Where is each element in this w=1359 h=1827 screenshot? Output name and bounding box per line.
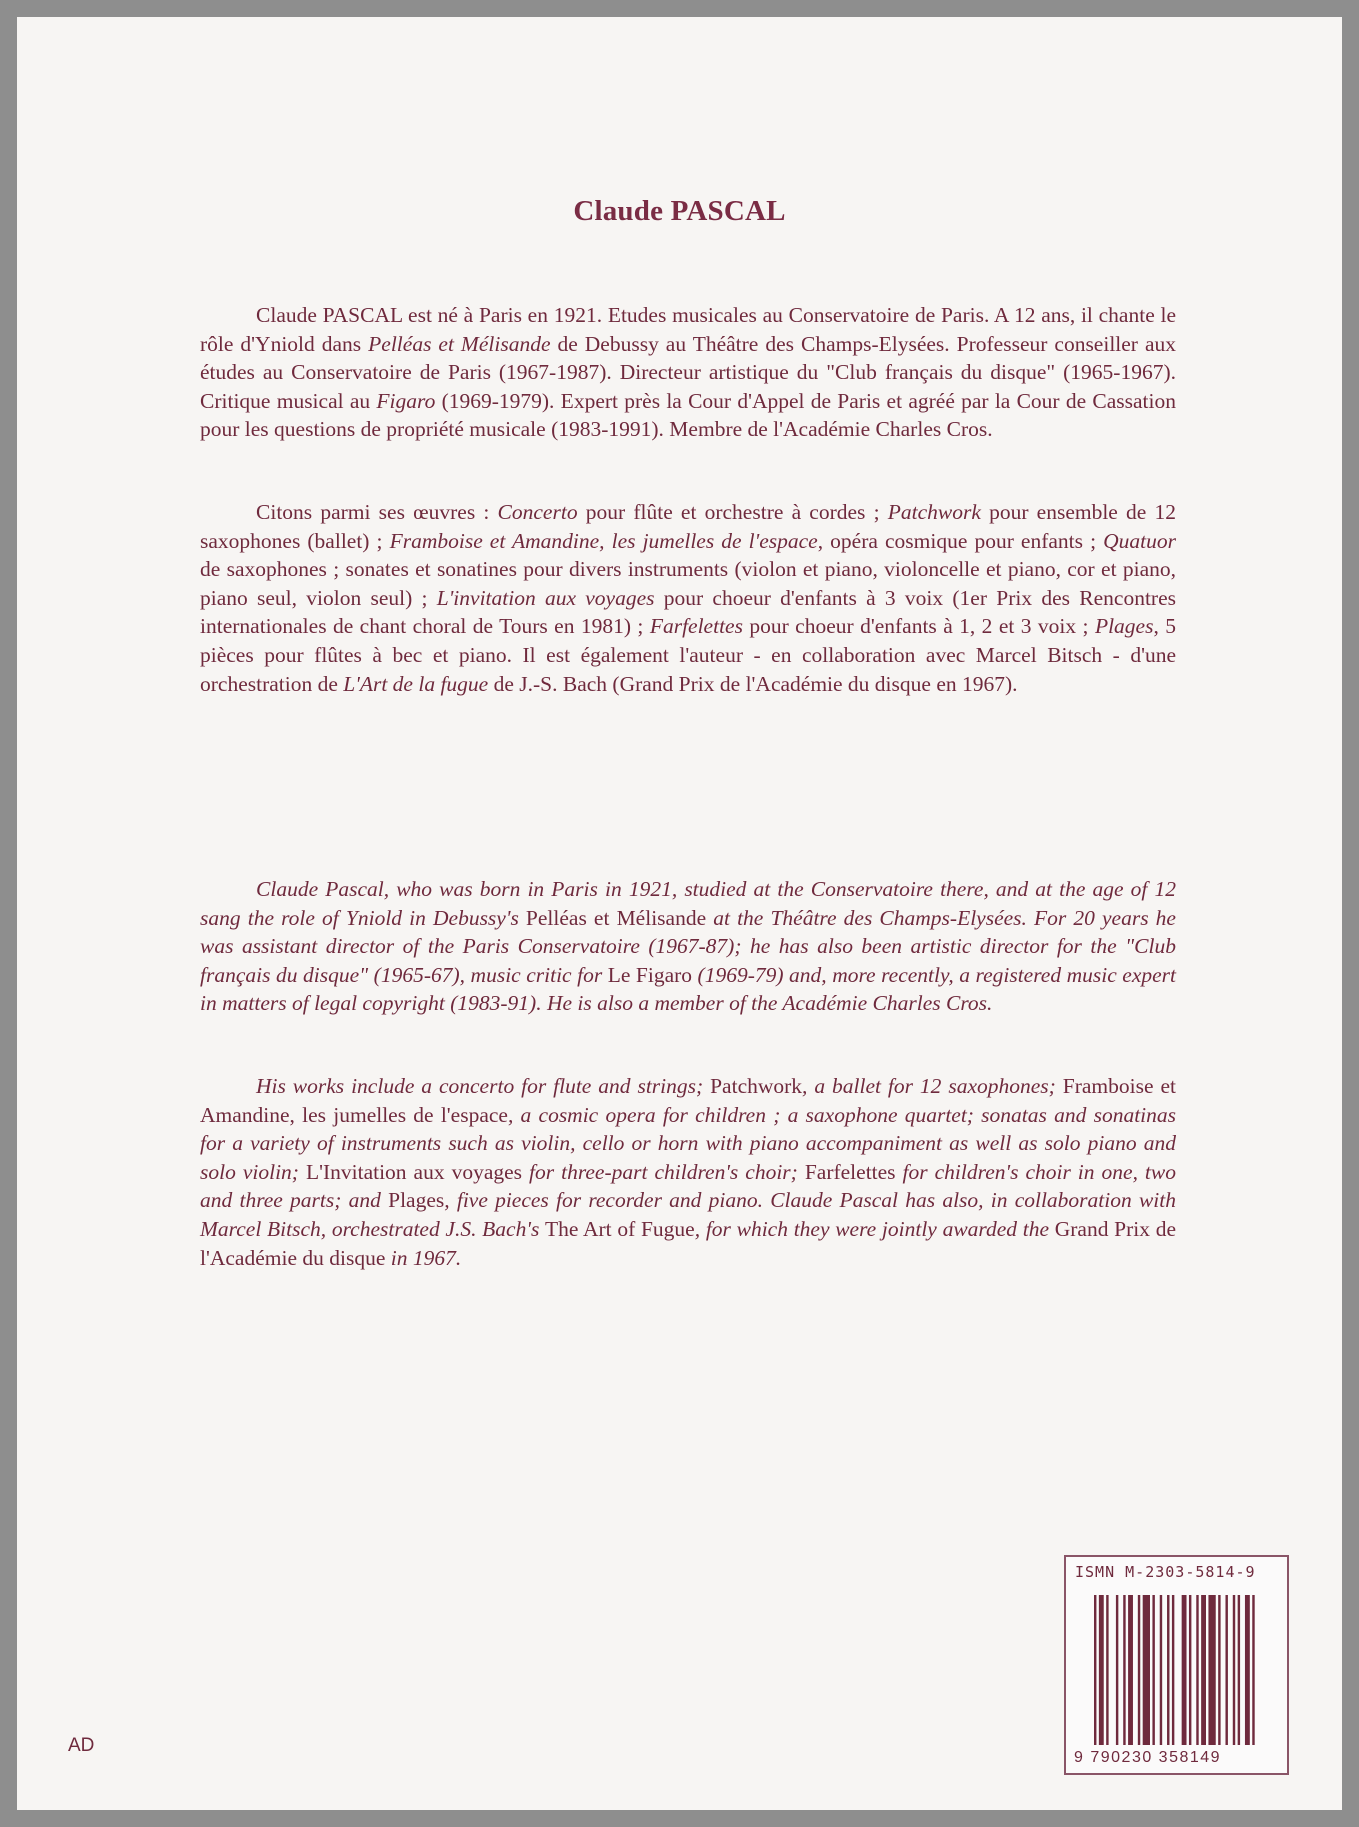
work-title: Figaro: [376, 388, 436, 413]
text-run: , for which they were jointly awarded the: [694, 1216, 1055, 1241]
work-title: Farfelettes: [649, 614, 743, 639]
work-title: Pelléas et Mélisande: [525, 905, 707, 930]
text-run: pour choeur d'enfants à 3 voix (1er Prix des Rencontres internationales de chant choral de Tours en 1981) ;: [200, 585, 1176, 639]
text-run: , opéra cosmique pour enfants ;: [817, 528, 1104, 553]
work-title: Patchwork: [710, 1074, 803, 1098]
text-run: Claude Pascal, who was born in Paris in 1921, studied at the Conservatoire there, and at the age of 12 sang the role of Yniold in Debussy's: [200, 877, 1176, 930]
work-title: Grand Prix de l'Académie du disque: [200, 1216, 1177, 1270]
work-title: Le Figaro: [607, 962, 693, 987]
composer-name-title: Claude PASCAL: [573, 195, 786, 227]
text-run: , a ballet for 12 saxophones;: [802, 1074, 1063, 1098]
text-run: de J.-S. Bach (Grand Prix de l'Académie du disque en 1967).: [488, 671, 1018, 696]
text-run: (1969-79) and, more recently, a registered music expert in matters of legal copyright (1983-91). He is also a member of the Académie Charles Cros.: [200, 962, 1176, 1016]
work-title: L'Art de la fugue: [343, 671, 489, 696]
ismn-barcode-box: [1064, 1555, 1289, 1775]
publisher-mark: AD: [68, 1735, 95, 1756]
work-title: Patchwork: [887, 500, 981, 524]
text-run: Claude PASCAL est né à Paris en 1921. Etudes musicales au Conservatoire de Paris. A 12 ans, il chante le rôle d'Yniold dans: [200, 303, 1176, 356]
work-title: Concerto: [497, 500, 578, 524]
text-run: His works include a concerto for flute and strings;: [256, 1074, 711, 1098]
work-title: L'Invitation aux voyages: [305, 1159, 523, 1184]
work-title: Farfelettes: [804, 1159, 896, 1184]
work-title: Pelléas et Mélisande: [368, 331, 551, 356]
french-biography-paragraph: [200, 301, 1176, 444]
text-run: (1969-1979). Expert près la Cour d'Appel de Paris et agréé par la Cour de Cassation pour les questions de propriété musicale (1983-1991). Membre de l'Académie Charles Cros.: [200, 388, 1176, 442]
work-title: L'invitation aux voyages: [436, 585, 655, 610]
work-title: The Art of Fugue: [545, 1216, 695, 1241]
work-title: Framboise et Amandine, les jumelles de l'espace: [389, 528, 818, 553]
text-run: pour ensemble de 12 saxophones (ballet) ;: [200, 500, 1176, 553]
text-run: pour flûte et orchestre à cordes ;: [577, 500, 888, 524]
paragraph-text: [200, 498, 1176, 698]
text-run: for three-part children's choir;: [522, 1159, 805, 1184]
paragraph-text: [200, 301, 1176, 444]
french-works-paragraph: [200, 498, 1176, 698]
text-run: de Debussy au Théâtre des Champs-Elysées. Professeur conseiller aux études au Conservatoire de Paris (1967-1987). Directeur artistique du "Club français du disque" (1965-1967). Critique musical au: [200, 331, 1177, 413]
text-run: , a cosmic opera for children ; a saxophone quartet; sonatas and sonatinas for a variety of instruments such as violin, cello or horn with piano accompaniment as well as solo piano and solo violin;: [200, 1102, 1177, 1184]
text-run: in 1967.: [385, 1245, 462, 1270]
back-cover-page: [17, 17, 1342, 1810]
english-works-paragraph: [200, 1072, 1176, 1272]
work-title: Quatuor: [1103, 528, 1176, 553]
text-run: at the Théâtre des Champs-Elysées. For 20 years he was assistant director of the Paris Conservatoire (1967-87); he has also been artistic director for the "Club français du disque" (1965-67), music critic for: [200, 905, 1176, 987]
text-run: for children's choir in one, two and three parts; and: [200, 1159, 1176, 1213]
ismn-label: ISMN M-2303-5814-9: [1075, 1563, 1256, 1581]
paragraph-text: [200, 875, 1176, 1018]
work-title: Plages: [388, 1188, 445, 1213]
barcode-number: 9 790230 358149: [1074, 1749, 1222, 1766]
barcode-icon: [1094, 1595, 1262, 1745]
work-title: Framboise et Amandine, les jumelles de l'espace: [200, 1074, 1176, 1127]
work-title: Plages: [1094, 614, 1154, 639]
text-run: Citons parmi ses œuvres :: [256, 500, 498, 524]
text-run: , five pieces for recorder and piano. Claude Pascal has also, in collaboration with Marcel Bitsch, orchestrated J.S. Bach's: [200, 1188, 1177, 1241]
english-biography-paragraph: [200, 875, 1176, 1018]
text-run: pour choeur d'enfants à 1, 2 et 3 voix ;: [742, 614, 1095, 639]
text-run: de saxophones ; sonates et sonatines pour divers instruments (violon et piano, violoncelle et piano, cor et piano, piano seul, violon seul) ;: [200, 557, 1176, 610]
paragraph-text: [200, 1072, 1176, 1272]
text-run: , 5 pièces pour flûtes à bec et piano. Il est également l'auteur - en collaboration avec Marcel Bitsch - d'une orchestration de: [200, 614, 1177, 696]
